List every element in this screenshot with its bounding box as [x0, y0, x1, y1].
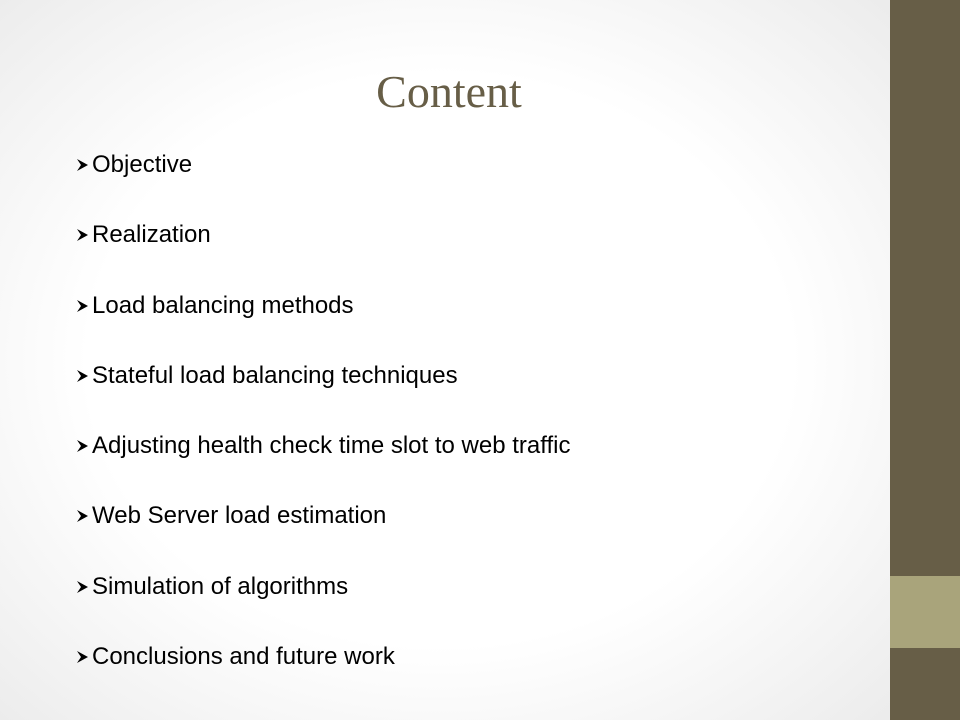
bullet-list — [74, 145, 570, 707]
bullet-item-1 — [74, 145, 570, 215]
arrowhead-bullet-icon — [74, 426, 92, 466]
bullet-item-2 — [74, 215, 570, 285]
bullet-item-8 — [74, 637, 570, 707]
arrowhead-bullet-icon — [74, 215, 92, 255]
bullet-item-7 — [74, 567, 570, 637]
arrowhead-bullet-icon — [74, 637, 92, 677]
arrowhead-bullet-icon — [74, 356, 92, 396]
side-bar-accent — [890, 576, 960, 648]
bullet-text: Conclusions and future work — [92, 643, 395, 671]
arrowhead-bullet-icon — [74, 145, 92, 185]
arrowhead-bullet-icon — [74, 496, 92, 536]
bullet-item-6 — [74, 496, 570, 566]
bullet-text: Realization — [92, 221, 211, 249]
arrowhead-bullet-icon — [74, 286, 92, 326]
bullet-text: Objective — [92, 151, 193, 178]
slide-title: Content — [376, 66, 522, 117]
bullet-item-4 — [74, 356, 570, 426]
bullet-text: Adjusting health check time slot to web traffic — [92, 432, 571, 460]
bullet-text: Stateful load balancing techniques — [92, 361, 458, 389]
bullet-text: Web Server load estimation — [92, 502, 387, 530]
bullet-item-3 — [74, 286, 570, 356]
bullet-item-5 — [74, 426, 570, 496]
arrowhead-bullet-icon — [74, 567, 92, 607]
bullet-text: Simulation of algorithms — [92, 572, 349, 600]
bullet-text: Load balancing methods — [92, 291, 354, 319]
